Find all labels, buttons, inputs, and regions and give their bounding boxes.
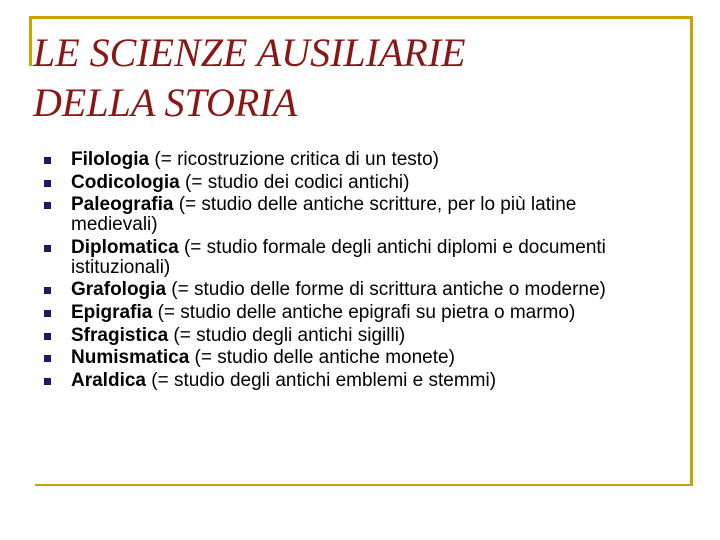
item-description: (= ricostruzione critica di un testo) — [149, 149, 439, 170]
list-item — [44, 303, 644, 323]
square-bullet-icon — [44, 202, 51, 209]
square-bullet-icon — [44, 180, 51, 187]
item-term: Filologia — [71, 149, 150, 170]
list-item — [44, 326, 644, 346]
item-description: (= studio delle forme di scrittura antiche o moderne) — [166, 279, 606, 301]
item-description: (= studio dei codici antichi) — [179, 171, 410, 193]
item-term: Numismatica — [71, 347, 190, 369]
item-description: (= studio degli antichi sigilli) — [168, 324, 406, 346]
item-description: (= studio delle antiche scritture, per lo più latine medievali) — [71, 194, 577, 236]
slide-title — [33, 28, 673, 128]
slide-title-line-1: LE SCIENZE AUSILIARIE — [33, 30, 466, 75]
square-bullet-icon — [44, 355, 51, 362]
square-bullet-icon — [44, 310, 51, 317]
item-term: Sfragistica — [71, 324, 169, 346]
frame-left-border — [29, 16, 32, 66]
list-item — [44, 348, 644, 368]
item-term: Diplomatica — [71, 236, 179, 258]
list-item — [44, 371, 644, 391]
item-description: (= studio delle antiche monete) — [189, 347, 455, 369]
item-description: (= studio delle antiche epigrafi su pietra o marmo) — [152, 301, 576, 323]
list-item — [44, 195, 644, 235]
list-item — [44, 238, 644, 278]
square-bullet-icon — [44, 157, 51, 164]
bullet-list — [44, 150, 644, 393]
square-bullet-icon — [44, 287, 51, 294]
item-term: Araldica — [71, 369, 146, 391]
frame-bottom-border — [35, 484, 693, 486]
item-term: Paleografia — [71, 194, 174, 216]
list-item — [44, 280, 644, 300]
frame-right-border — [690, 16, 693, 486]
item-description: (= studio degli antichi emblemi e stemmi) — [145, 369, 497, 391]
item-term: Codicologia — [71, 171, 180, 193]
frame-top-border — [29, 16, 693, 19]
square-bullet-icon — [44, 245, 51, 252]
item-term: Epigrafia — [71, 301, 153, 323]
list-item — [44, 150, 644, 170]
square-bullet-icon — [44, 333, 51, 340]
list-item — [44, 173, 644, 193]
slide-title-line-2: DELLA STORIA — [33, 80, 298, 125]
item-description: (= studio formale degli antichi diplomi e documenti istituzionali) — [71, 236, 606, 278]
item-term: Grafologia — [71, 279, 167, 301]
square-bullet-icon — [44, 378, 51, 385]
